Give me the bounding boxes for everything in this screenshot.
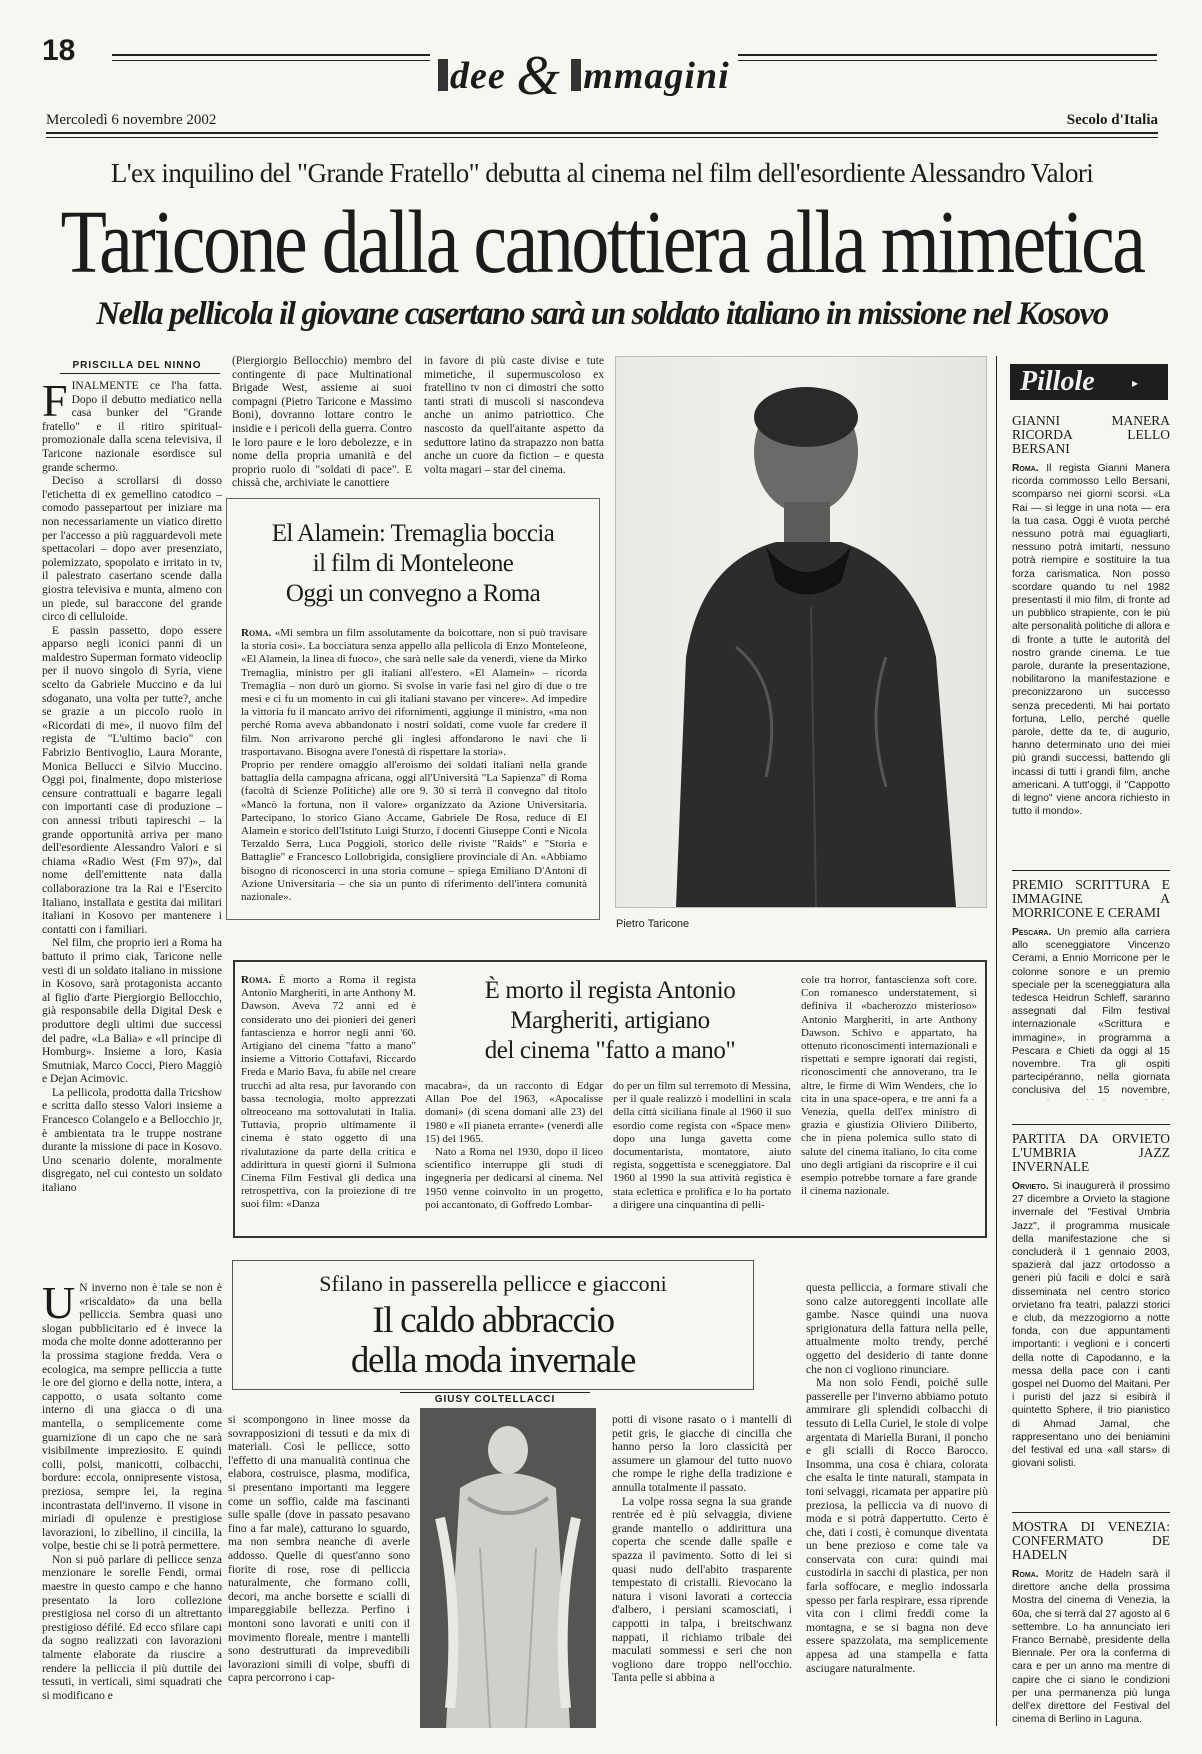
alamein-dateline: Roma. [241, 627, 272, 639]
header-bottom-rule-2 [46, 137, 1158, 138]
pillola-venezia-text: Moritz de Hadeln sarà il direttore anche della prossima Mostra del cinema di Venezia, la 60a, che si terrà dal 27 agosto al 6 settembre. Lo ha annunciato ieri Franco Bernabè, presidente della Biennale. Per ora la conferma di cara e per un anno ma mentre di capire che ci siano le condizioni per una permanenza più lunga dell'ex direttore del Festival del cinema di Berlino in Laguna. [1012, 1569, 1170, 1726]
fashion-col4-p2: Ma non solo Fendi, poiché sulle passerelle per l'inverno abbiamo potuto ammirare gli splendidi colbacchi di tessuto di Lella Curiel, le stole di volpe argentata di Mariella Burani, il poncho e gli scialli di Rocco Barocco. Insomma, una cosa è chiara, colorata che esalta le tinte naturali, stampata in toni selvaggi, ricamata per apparire più preziosa, la pelliccia va di nuovo di moda e si potrà dappertutto. Certo è che, dati i costi, è comunque diventata un bene prezioso e come tale va conservata con cura: quindi mai custodirla in sacchi di plastica, per non farla soffocare, e meglio indossarla spesso per farla respirare, essa riprende vita con i climi freddi come la montagna, e se si bagna non deve essere spazzolata, ma semplicemente appesa ad una stampella e fatta asciugare naturalmente. [806, 1377, 988, 1675]
dropcap-u: U [42, 1282, 76, 1328]
main-col3-p1: in favore di più caste divise e tute mimetiche, il supermuscoloso ex fratellino tv non ci dimostri che sotto tanti strati di muscoli si nascondeva anche un animo patriottico. Che nascosto da quell'aitante aspetto da seduttore latino da strapazzo non batta anche un cuore da fiction – e questa volta magari – star del cinema. [424, 355, 604, 476]
fashion-column-1 [42, 1282, 222, 1722]
pillola-manera [1012, 414, 1170, 854]
main-col1-p2: Deciso a scrollarsi di dosso l'etichetta di ex gemellino catodico – comodo passepartout per iniziare ma non necessariamente un viatico diretto per l'accesso a più ragguardevoli mete spettacolari – dopo aver presenziato, polemizzato, spopolato e irritato in tv, il palestrato casertano scende dalla giostra televisiva e munta, almeno con un piede, sul baraccone del grande circo di celluloide. [42, 475, 222, 624]
main-headline: Taricone dalla canottiera alla mimetica [60, 192, 1144, 292]
photo-caption: Pietro Taricone [616, 918, 690, 930]
alamein-p2: Proprio per rendere omaggio all'eroismo dei soldati italiani nella grande battaglia della campagna africana, oggi all'Università "La Sapienza" di Roma (facoltà di Scienze Politiche) alle ore 9. 30 si terrà il convegno dal titolo «Mancò la fortuna, non il valore» organizzato da Azione Universitaria. Partecipano, lo storico Giano Accame, Gabriele De Rosa, reduce di El Alamein e storico dell'Istituto Luigi Sturzo, i docenti Giuseppe Conti e Nicola Terzaldo Serra, Luca Poggioli, storico delle riviste "Raids" e "Storia e Battaglie" e Francesco Lollobrigida, consigliere provinciale di An. «Abbiamo bisogno di riconoscerci in una storia comune – spiega Emiliano D'Antoni di Azione Universitaria – che sia un punto di riferimento dell'intera comunità nazionale». [241, 759, 587, 904]
main-col1-p3: E passin passetto, dopo essere apparso negli iconici panni di un maldestro Superman formato videoclip per il nuovo singolo di Syria, viene scelto da Gabriele Muccino e da lui sdoganato, una volta per tutte?, anche se grazie a un piccolo ruolo in «Ricordati di me», il nuovo film del regista de "L'ultimo bacio" con Fabrizio Bentivoglio, Laura Morante, Monica Bellucci e Silvio Muccino. Oggi poi, finalmente, dopo misteriose censure contrattuali e bagarre legali con importanti case di produzione – con annessi tributi tapireschi – la grande opportunità arriva per mano dell'esordiente Alessandro Valori e si chiama «Radio West (Fm 97)», dal nome dell'emittente nata dalla collaborazione tra la Rai e l'Esercito Italiano, installata e gestita dai militari italiani in Kosovo per mantenere i contatti con i familiari. [42, 624, 222, 936]
fashion-headline-l1: Il caldo abbraccio [372, 1300, 614, 1341]
fashion-author: GIUSY COLTELLACCI [434, 1394, 556, 1405]
margheriti-c2b: Nato a Roma nel 1930, dopo il liceo scientifico interruppe gli studi di ingegneria per dedicarsi al cinema. Nel 1950 venne coinvolto in un progetto, poi accantonato, di Goffredo Lombar- [425, 1146, 603, 1211]
alamein-title [227, 519, 599, 609]
pillole-title: Pillole [1020, 366, 1095, 397]
fashion-col2-p1: si scompongono in linee mosse da sovrapposizioni di tessuti e da mix di materiali. Così le pellicce, sotto l'effetto di una manualità continua che elabora, costruisce, plasma, modifica, si presentano importanti ma leggere come un soffio, calde ma fascinanti sulle spalle (dove in passato pesavano fino a far male), catturano lo sguardo, ma non sembra neanche di averle addosso. Quelle di quest'anno sono fiorite di rose, rose di pelliccia naturalmente, che formano colli, decori, ma anche borsette e scialli di impareggiabile bellezza. Perfino i montoni sono lavorati e uniti con il movimento floreale, mentre i mantelli sono destrutturati da imprevedibili lavorazioni simili di volpe, sbuffi di capra percorrono i cap- [228, 1414, 410, 1685]
fashion-author-rule [400, 1392, 590, 1393]
margheriti-title-l3: del cinema "fatto a mano" [484, 1037, 736, 1064]
pillola-umbria-jazz-text: Si inaugurerà il prossimo 27 dicembre a Orvieto la stagione invernale del "Festival Umbria Jazz", il programma musicale della manifestazione che si concluderà il 1 gennaio 2003, spazierà dal jazz ortodosso a generi più facili e dolci e sarà disseminata nel centro storico orvietano fra teatri, palazzi storici e club, da mezzogiorno a notte fonda, con due appuntamenti importanti: i veglioni e i concerti della notte di Capodanno, e la messa della pace con i canti gospel nel Duomo del Maitani. Per i puristi del jazz si esibirà il quintetto Sphere, il trio pianistico di Ahmad Jamal, che rappresentano uno dei beniamini del festival ed una «all stars» di giovani solisti. [1012, 1181, 1170, 1470]
header-bottom-rule [46, 132, 1158, 134]
main-kicker: L'ex inquilino del "Grande Fratello" debutta al cinema nel film dell'esordiente Alessandro Valori [110, 158, 1094, 188]
alamein-title-l1: El Alamein: Tremaglia boccia [271, 520, 555, 547]
section-ampersand: & [516, 45, 561, 107]
pillole-arrow-icon: ▸ [1132, 376, 1139, 390]
margheriti-title-l2: Margheriti, artigiano [510, 1007, 710, 1034]
alamein-title-l3: Oggi un convegno a Roma [285, 580, 541, 607]
margheriti-c3: do per un film sul terremoto di Messina, per il quale realizzò i modellini in scala della città siciliana finale al 1960 il suo esordio come regista con «Space men» dopo una lunga gavetta come documentarista, montatore, aiuto regista, soggettista e sceneggiatore. Dal 1960 al 1990 la sua attività registica è stata eclettica e prolifica e lo ha portato a dirigere una cinquantina di pelli- [613, 1080, 791, 1211]
fashion-col3-p1: potti di visone rasato o i mantelli di petit gris, le giacche di cincilla che hanno perso la loro classicità per assumere un glamour del tutto nuovo che rompe le righe della tradizione e annulla totalmente il passato. [612, 1414, 792, 1494]
alamein-body [241, 627, 587, 912]
sidebar-rule-1 [1012, 870, 1170, 871]
fashion-column-4 [806, 1282, 988, 1724]
fashion-col1-p1: N inverno non è tale se non è «riscaldato» da una bella pelliccia. Sembra quasi uno slogan pubblicitario ed è invece la moda che molte donne adotteranno per la prossima stagione fredda. Vera o ecologica, ma sempre pelliccia a tutte le ore del giorno e della notte, intera, a cappotto, o usata soltanto come interno di una giacca o di una mantella, o semplicemente come guarnizione di un capo che ne sarà visibilmente impreziosito. E quindi colli, polsi, manicotti, colbacchi, bordure: eccola, onnipresente vistosa, preziosa, sempre lei, la regina incontrastata dell'inverno. Il visone in miriadi di opulenze e prestigiose lavorazioni, lo zibellino, il cincilla, la volpe, bestie chi se li potrà permettere. [42, 1282, 222, 1553]
margheriti-col-4 [801, 974, 977, 1229]
margheriti-c2: macabra», da un racconto di Edgar Allan Poe del 1963, «Apocalisse domani» (di scena domani alle 23) del 1980 e «Il pianeta errante» (venerdì alle 15) del 1965. [425, 1080, 603, 1145]
section-title-immagini: mmagini [583, 55, 730, 97]
main-col1-p1: INALMENTE ce l'ha fatta. Dopo il debutto mediatico nella casa bunker del "Grande fratello" e il ritiro spiritual-promozionale dalla scena televisiva, il Taricone nazionale esordisce sul grande schermo. [42, 380, 222, 474]
fashion-headline [233, 1301, 753, 1381]
fashion-column-2 [228, 1414, 410, 1724]
pillola-manera-loc: Roma. [1012, 463, 1039, 474]
pillola-venezia-title: MOSTRA DI VENEZIA: CONFERMATO DE HADELN [1012, 1520, 1170, 1562]
sidebar-rule-3 [1012, 1512, 1170, 1513]
author-rule [60, 373, 220, 374]
fashion-col1-p2: Non si può parlare di pellicce senza menzionare le sorelle Fendi, ormai maestre in questo campo e che hanno presentato la loro collezione prestigiosa nel corso di un altrettanto prestigioso défilé. Ed ecco sfilare capi da sogno realizzati con lavorazioni talmente elaborate da riuscire a rendere la pelliccia il più duttile dei tessuti, in verticali, simi squadrati che si modificano e [42, 1553, 222, 1702]
alamein-title-l2: il film di Monteleone [312, 550, 514, 577]
fashion-headline-box [232, 1260, 754, 1390]
main-col1-p4: Nel film, che proprio ieri a Roma ha battuto il primo ciak, Taricone nelle vesti di un soldato italiano in missione in Kosovo, sarà protagonista accanto al figlio d'arte Piergiorgio Bellocchio, già responsabile della Digital Desk e produttore degli ultimi due successi del padre, «La Balia» e «Il principe di Homburg». Insieme a loro, Kasia Smutniak, Marco Cocci, Piero Maggiò e Dejan Acimovic. [42, 937, 222, 1086]
pillola-venezia-loc: Roma. [1012, 1569, 1039, 1580]
main-column-3 [424, 355, 604, 490]
section-title [430, 44, 738, 108]
header-date: Mercoledì 6 novembre 2002 [46, 112, 217, 128]
sidebar-divider [996, 356, 997, 1726]
section-bar-i-2 [571, 59, 581, 91]
pillola-morricone-loc: Pescara. [1012, 927, 1052, 938]
pillola-morricone-text: Un premio alla carriera allo sceneggiatore Vincenzo Cerami, a Ennio Morricone per le colonne sonore e un premio speciale per la sceneggiatura alla tedesca Heidrun Schleff, saranno assegnati dal Film festival internazionale «Scrittura e immagine», in programma a Pescara e Chieti da oggi al 15 novembre. Tra gli ospiti partecipéranno, nella giornata conclusiva del 15 novembre, [1012, 927, 1170, 1097]
pillola-manera-title: GIANNI MANERA RICORDA LELLO BERSANI [1012, 414, 1170, 456]
fashion-photo [420, 1408, 596, 1728]
fashion-column-3 [612, 1414, 792, 1724]
man-silhouette-icon [616, 357, 986, 907]
main-col1-p5: La pellicola, prodotta dalla Tricshow e scritta dallo stesso Valori insieme a Francesco Colangelo e a Bellocchio jr, è ambientata tra le truppe nostrane durante la missione di pace in Kosovo. Uno scenario dolente, moralmente disgregato, nel cui contesto un soldato italiano [42, 1086, 222, 1195]
margheriti-c4: cole tra horror, fantascienza soft core. Con romanesco understatement, si definiva il «bacherozzo misterioso» Antonio Margheriti, in arte Anthony Dawson. Schivo e appartato, ha ottenuto riconoscimenti internazionali e rispettati e sempre ignorati dai registi, riconoscimenti che annoverano, tra le altre, le firme di Wim Wenders, che lo cita in una space-opera, e tre anni fa a Venezia, quella dell'ex ministro di grazia e giustizia Oliviero Diliberto, che in piena polemica sullo stato di salute del cinema italiano, lo cita come uno degli artigiani da riscoprire e il cui esempio potrebbe tornare a fare grande il cinema nazionale. [801, 974, 977, 1198]
fashion-headline-l2: della moda invernale [350, 1340, 636, 1381]
main-column-1 [42, 380, 222, 1230]
dropcap-f: F [42, 380, 68, 426]
margheriti-title-l1: È morto il regista Antonio [484, 977, 736, 1004]
fur-model-icon [420, 1408, 596, 1728]
pillola-manera-text: Il regista Gianni Manera ricorda commosso Lello Bersani, scomparso nei giorni scorsi. «La Rai — si legge in una nota — era la tua casa. Oggi è vuota perché nessuno potrà mai eguagliarti, nessuno potrà imitarti, nessuno potrà riempire e sostituire la tua forza carismatica. Non posso scordare quando tu nel 1982 presentasti il mio film, di fronte ad un pubblico strapiente, con le più alte personalità politiche di allora e di fronte a tutte le autorità del nostro grande cinema. Le tue parole, durante la presentazione, nobilitarono la manifestazione e preconizzarono un successo senza precedenti. Mi hai portato fortuna, Lello, perché quelle parole, dette da te, di augurio, hanno determinato uno dei miei più grandi successi, battendo gli incassi di tutti i grandi film, anche americani. A tutt'oggi, il "Cappotto di legno" viene ancora richiesto in tutto il mondo». [1012, 463, 1170, 818]
pillola-umbria-jazz-loc: Orvieto. [1012, 1181, 1049, 1192]
pillola-umbria-jazz [1012, 1132, 1170, 1506]
pillola-morricone [1012, 878, 1170, 1100]
main-column-2 [232, 355, 412, 490]
pillola-venezia [1012, 1520, 1170, 1734]
fashion-col4-p1: questa pelliccia, a formare stivali che sono calze autoreggenti incollate alle gambe. Nasce quindi una nuova sprigionatura della fattura nella pelle, attualmente molto trendy, perché oggetto del desiderio di tante donne che non ci vogliono rinunciare. [806, 1282, 988, 1376]
pillola-umbria-jazz-title: PARTITA DA ORVIETO L'UMBRIA JAZZ INVERNALE [1012, 1132, 1170, 1174]
margheriti-col-2 [425, 1080, 603, 1230]
section-bar-i [438, 59, 448, 91]
margheriti-box [233, 960, 987, 1238]
margheriti-dateline: Roma. [241, 974, 272, 986]
main-subheadline: Nella pellicola il giovane casertano sarà un soldato italiano in missione nel Kosovo [96, 296, 1108, 332]
main-author: PRISCILLA DEL NINNO [72, 360, 202, 371]
section-title-idee: dee [450, 55, 506, 97]
pillola-morricone-title: PREMIO SCRITTURA E IMMAGINE A MORRICONE E CERAMI [1012, 878, 1170, 920]
margheriti-col-3 [613, 1080, 791, 1230]
margheriti-title [425, 976, 795, 1066]
newspaper-name: Secolo d'Italia [1066, 112, 1158, 128]
taricone-photo [615, 356, 987, 908]
alamein-box [226, 498, 600, 920]
fashion-kicker: Sfilano in passerella pellicce e giacconi [319, 1271, 667, 1296]
page-number: 18 [42, 34, 76, 67]
sidebar-rule-2 [1012, 1124, 1170, 1125]
margheriti-c1: È morto a Roma il regista Antonio Margheriti, in arte Anthony M. Dawson. Aveva 72 anni ed è considerato uno dei pionieri dei generi fantascienza e horror negli anni '60. Artigiano del cinema "fatto a mano" insieme a Vittorio Cottafavi, Riccardo Freda e Mario Bava, fu abile nel creare trucchi ad alta resa, pur lavorando con bassa tecnologia, molto apprezzati oltreoceano ma sottovalutati in Italia. Tuttavia, proprio ultimamente il cinema è stato oggetto di una rivalutazione da parte della critica e addirittura in questi giorni il Sulmona Cinema Film Festival gli dedica una retrospettiva, con la proiezione di tre suoi film: «Danza [241, 974, 416, 1211]
fashion-col3-p2: La volpe rossa segna la sua grande rentrée ed è più selvaggia, diviene grande mantello o addirittura una coperta che scende dalle spalle e spazza il pavimento. Sotto di lei si quasi nudo dell'abito trasparente tempestato di cristalli. Rievocano la natura i visoni lavorati a corteccia d'albero, i persiani scamosciati, i cappotti in talpa, i breitschwanz nappati, il richiamo tribale dei maculati sommessi e seri che non vogliono dare troppo nell'occhio. Tanta pelle si abbina a [612, 1495, 792, 1685]
main-col2-p1: (Piergiorgio Bellocchio) membro del contingente di pace Multinational Brigade West, assieme ai suoi compagni (Pietro Taricone e Massimo Boni), dovranno lottare contro le insidie e i pericoli della guerra. Contro le loro paure e le loro debolezze, e in nome della propria umanità e del proprio ruolo di "soldati di pace". E chissà che, archiviate le canottiere [232, 355, 412, 490]
margheriti-col-1 [241, 974, 416, 1229]
pillole-banner [1010, 364, 1168, 400]
alamein-p1: «Mi sembra un film assolutamente da boicottare, non si può travisare la storia così». La bocciatura senza appello alla pellicola di Enzo Monteleone, «El Alamein, la linea di fuoco», che sarà nelle sale da venerdì, viene da Mirko Tremaglia, ministro per gli italiani all'estero. «El Alamein» – ricorda Tremaglia – non durò un giorno. Si svolse in varie fasi nel giro di due o tre mesi e ci fu un momento in cui gli italiani stavano per vincere». Ad impedire la vittoria fu il mancato arrivo dei rifornimenti, aggiunge il ministro, «ma non perché Roma aveva abbandonato i nostri soldati, come vuole far credere il film. Non arrivarono perché gli inglesi affondarono le navi che li trasportavano. Bisogna avere l'onestà di rispettare la storia». [241, 627, 587, 758]
